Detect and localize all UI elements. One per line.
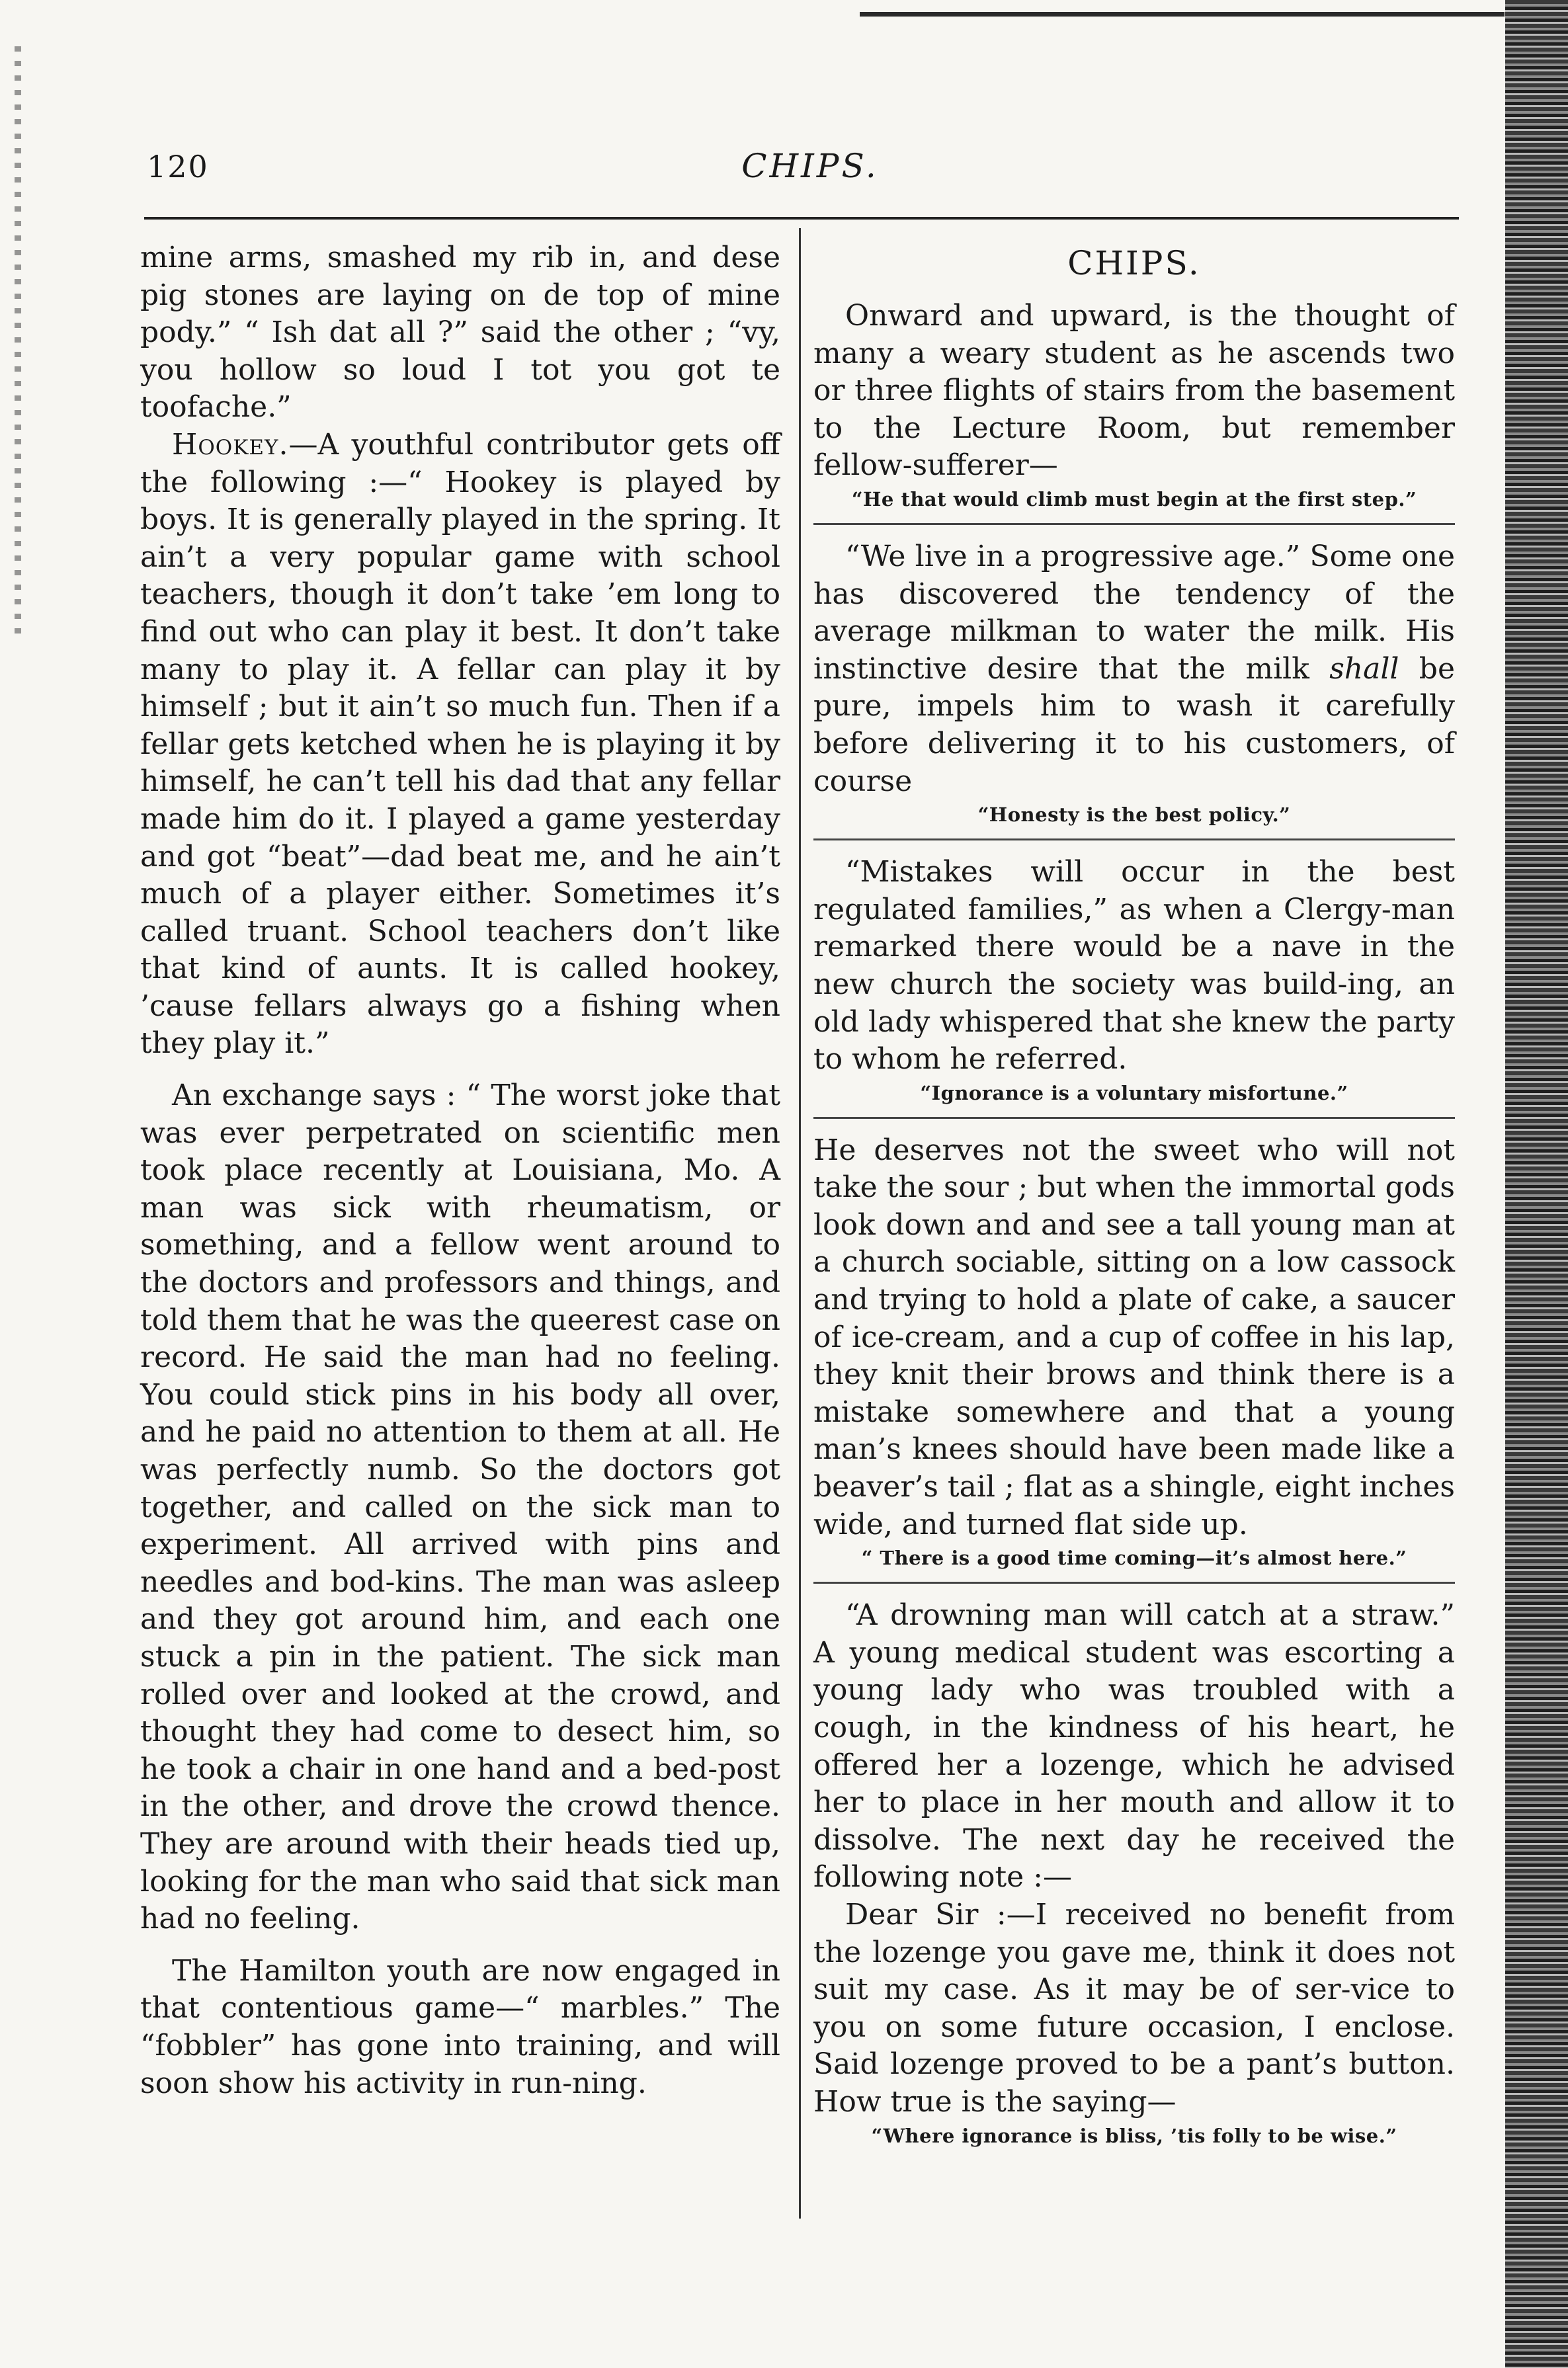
- hookey-body: —A youthful contributor gets off the following :—“ Hookey is played by boys. It is generally played in the spring. It ain’t a very popular game with school teachers, though it don’t take ’em long to find out who can play it best. It don’t take many to play it. A fellar can play it by himself ; but it ain’t so much fun. Then if a fellar gets ketched when he is playing it by himself, he can’t tell his dad that any fellar made him do it. I played a game yesterday and got “beat”—dad beat me, and he ain’t much of a player either. Sometimes it’s called truant. School teachers don’t like that kind of aunts. It is called hookey, ’cause fellars always go a fishing when they play it.”: [140, 427, 780, 1061]
- left-paragraph-exchange: An exchange says : “ The worst joke that was ever perpetrated on scientific men took place recently at Louisiana, Mo. A man was sick with rheumatism, or something, and a fellow went around to the doctors and professors and things, and told them that he was the queerest case on record. He said the man had no feeling. You could stick pins in his body all over, and he paid no attention to them at all. He was perfectly numb. So the doctors got together, and called on the sick man to experiment. All arrived with pins and needles and bod-kins. The man was asleep and they got around him, and each one stuck a pin in the patient. The sick man rolled over and looked at the crowd, and thought they had come to desect him, so he took a chair in one hand and a bed-post in the other, and drove the crowd thence. They are around with their heads tied up, looking for the man who said that sick man had no feeling.: [140, 1079, 780, 1936]
- top-border-rule: [860, 12, 1505, 17]
- progressive-text-b: be pure, impels him to wash it carefully before delivering it to his customers, of course: [813, 651, 1455, 798]
- section-title: CHIPS.: [1067, 244, 1201, 282]
- header-rule: [144, 217, 1459, 220]
- column-divider: [799, 228, 801, 2219]
- right-paragraph-progressive: [813, 538, 1455, 800]
- motto-3: “Ignorance is a voluntary misfortune.”: [813, 1079, 1455, 1119]
- running-head-title: CHIPS.: [741, 147, 879, 185]
- motto-5: “Where ignorance is bliss, ’tis folly to be wise.”: [871, 2124, 1397, 2147]
- left-paragraph-1: mine arms, smashed my rib in, and dese pig stones are laying on de top of mine pody.” “ Ish dat all ?” said the other ; “vy, you hollow so loud I tot you got te toofache.”: [140, 241, 780, 425]
- right-paragraph-onward: Onward and upward, is the thought of many a weary student as he ascends two or three flights of stairs from the basement to the Lecture Room, but remember fellow-sufferer—: [813, 299, 1455, 483]
- page-edge-left: [15, 46, 21, 641]
- right-paragraph-drowning: “A drowning man will catch at a straw.” A young medical student was escorting a young lady who was troubled with a cough, in the kindness of his heart, he offered her a lozenge, which he advised her to place in her mouth and allow it to dissolve. The next day he received the following note :—: [813, 1598, 1455, 1895]
- right-column: [813, 239, 1455, 2153]
- right-paragraph-letter: Dear Sir :—I received no benefit from the lozenge you gave me, think it does not suit my case. As it may be of ser-vice to you on some future occasion, I enclose. Said lozenge proved to be a pant’s button. How true is the saying—: [813, 1897, 1455, 2119]
- right-paragraph-mistakes: “Mistakes will occur in the best regulated families,” as when a Clergy-man remarked there would be a nave in the new church the society was build-ing, an old lady whispered that she knew the party to whom he referred.: [813, 855, 1455, 1077]
- left-column: [140, 239, 780, 2102]
- progressive-text-a: “We live in a progressive age.” Some one has discovered the tendency of the average milkman to water the milk. His instinctive desire that the milk: [813, 539, 1455, 686]
- motto-1: “He that would climb must begin at the first step.”: [813, 485, 1455, 525]
- motto-2: “Honesty is the best policy.”: [813, 800, 1455, 840]
- hookey-lead: Hookey.: [172, 427, 289, 462]
- right-paragraph-sweet: He deserves not the sweet who will not take the sour ; but when the immortal gods look down and and see a tall young man at a church sociable, sitting on a low cassock and trying to hold a plate of cake, a saucer of ice-cream, and a cup of coffee in his lap, they knit their brows and think there is a mistake somewhere and that a young man’s knees should have been made like a beaver’s tail ; flat as a shingle, eight inches wide, and turned flat side up.: [813, 1133, 1455, 1541]
- progressive-emphasis: shall: [1329, 651, 1399, 686]
- left-paragraph-hamilton: The Hamilton youth are now engaged in that contentious game—“ marbles.” The “fobbler” has gone into training, and will soon show his activity in run-ning.: [140, 1953, 780, 2100]
- page-edge-right: [1505, 0, 1568, 2368]
- left-paragraph-hookey: [140, 427, 780, 1063]
- motto-4: “ There is a good time coming—it’s almost here.”: [813, 1543, 1455, 1584]
- page-number: 120: [147, 149, 209, 184]
